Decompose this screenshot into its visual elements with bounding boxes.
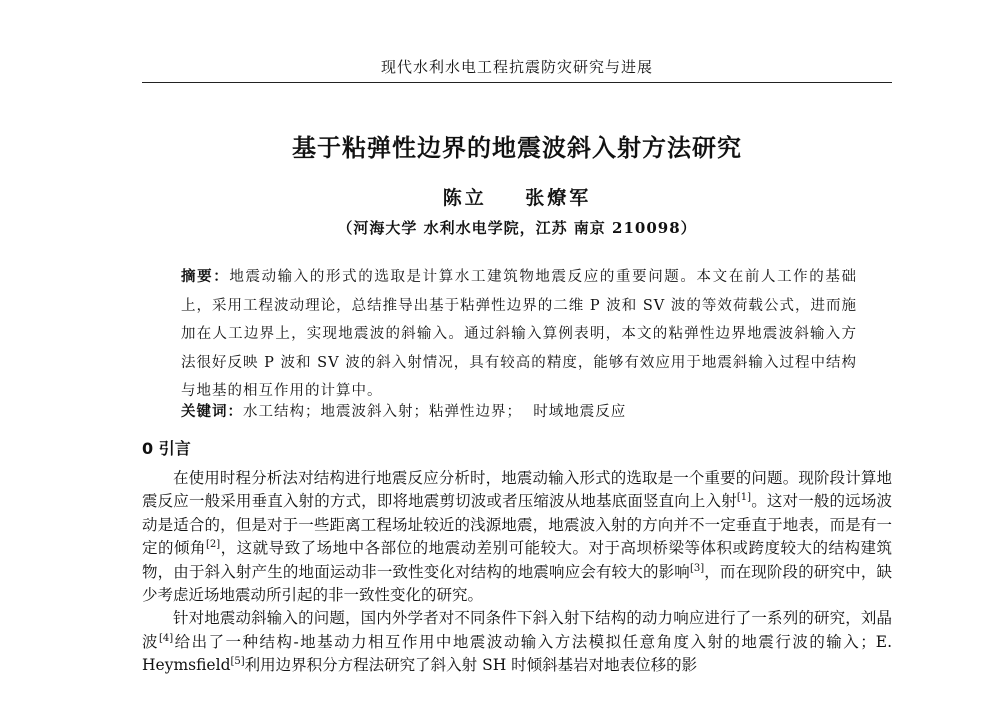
text-run: ，而在现阶段的研究中，缺少考虑近场地震动所引起的非一致性变化的研究。 xyxy=(142,562,892,605)
paper-title: 基于粘弹性边界的地震波斜入射方法研究 xyxy=(292,133,742,162)
abstract-label: 摘要： xyxy=(181,268,230,285)
text-run: 利用边界积分方程法研究了斜入射 SH 时倾斜基岩对地表位移的影 xyxy=(244,656,698,675)
body-paragraph xyxy=(142,467,892,607)
citation: [3] xyxy=(689,562,705,574)
text-run: ，这就导致了场地中各部位的地震动差别可能较大。对于高坝桥梁等体积或跨度较大的结构建筑物，由于斜入射产生的地面运动非一致性变化对结构的地震响应会有较大的影响 xyxy=(142,539,892,581)
body-paragraph xyxy=(142,607,892,677)
keywords-label: 关键词： xyxy=(181,403,243,420)
citation: [2] xyxy=(205,539,221,551)
running-header: 现代水利水电工程抗震防灾研究与进展 xyxy=(380,58,653,76)
paper-authors: 陈立 张燎军 xyxy=(442,187,592,209)
body-text xyxy=(142,467,892,678)
citation: [5] xyxy=(230,656,245,668)
keywords-text: 水工结构；地震波斜入射；粘弹性边界； 时域地震反应 xyxy=(243,404,627,420)
text-run: 给出了一种结构-地基动力相互作用中地震波动输入方法模拟任意角度入射的地震行波的输入；E. Heymsfield xyxy=(142,632,892,675)
text-run: 。这对一般的远场波动是适合的，但是对于一些距离工程场址较近的浅源地震，地震波入射的方向并不一定垂直于地表，而是有一定的倾角 xyxy=(142,492,892,558)
abstract xyxy=(181,263,857,406)
abstract-text: 地震动输入的形式的选取是计算水工建筑物地震反应的重要问题。本文在前人工作的基础上，采用工程波动理论，总结推导出基于粘弹性边界的二维 P 波和 SV 波的等效荷载公式，进而施加在人工边界上，实现地震波的斜输入。通过斜输入算例表明，本文的粘弹性边界地震波斜输入方法很好反映 P 波和 SV 波的斜入射情况，具有较高的精度，能够有效应用于地震斜输入过程中结构与地基的相互作用的计算中。 xyxy=(181,269,858,399)
citation: [1] xyxy=(736,492,752,504)
text-run: 在使用时程分析法对结构进行地震反应分析时，地震动输入形式的选取是一个重要的问题。现阶段计算地震反应一般采用垂直入射的方式，即将地震剪切波或者压缩波从地基底面竖直向上入射 xyxy=(142,469,892,511)
paper-affiliation: （河海大学 水利水电学院，江苏 南京 210098） xyxy=(337,219,697,237)
header-rule xyxy=(142,82,892,83)
text-run: 针对地震动斜输入的问题，国内外学者对不同条件下斜入射下结构的动力响应进行了一系列的研究，刘晶波 xyxy=(142,609,892,651)
keywords xyxy=(181,400,857,424)
citation: [4] xyxy=(158,632,174,644)
section-heading: 0 引言 xyxy=(142,439,191,458)
